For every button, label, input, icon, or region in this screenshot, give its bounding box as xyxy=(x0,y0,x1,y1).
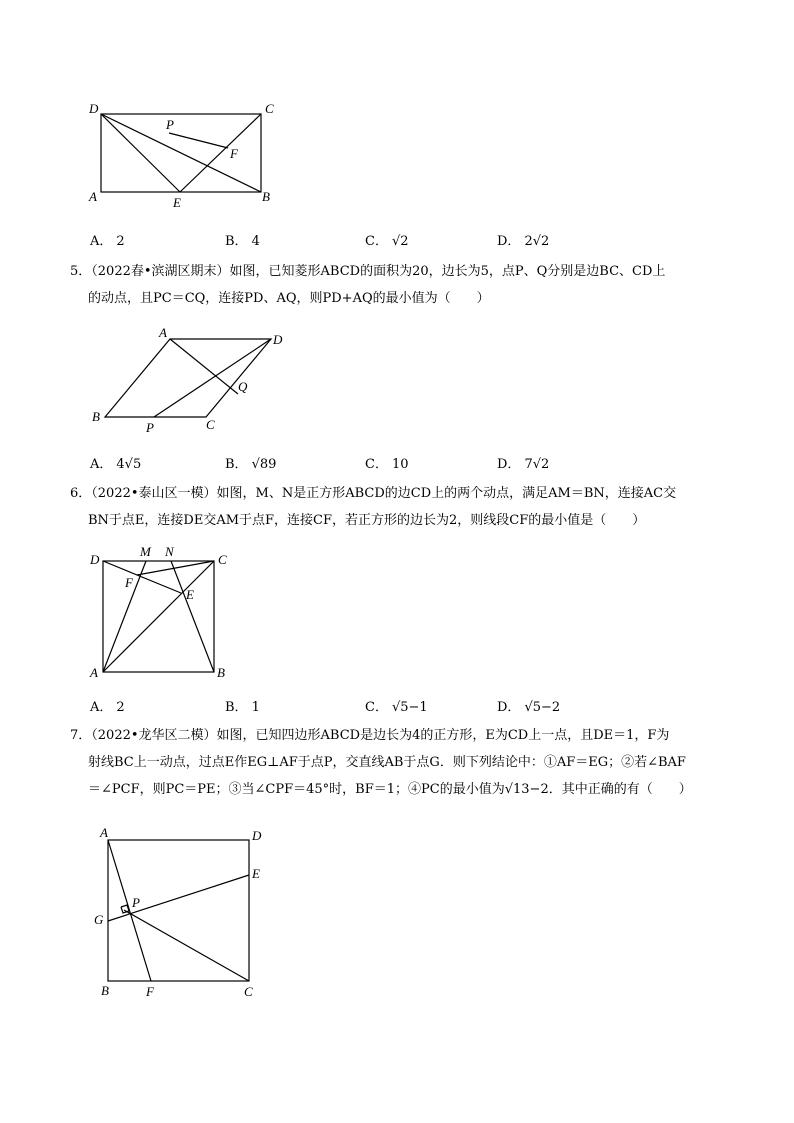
q7-line-3: ＝∠PCF，则PC＝PE；③当∠CPF＝45°时，BF＝1；④PC的最小值为√13−2．其中正确的有（ ） xyxy=(88,782,692,797)
q7-figure xyxy=(0,820,794,1010)
q5-label-d: D xyxy=(273,332,283,347)
q6-number: 6． xyxy=(70,486,92,501)
q6-option-b[interactable]: B． 1 xyxy=(225,700,260,715)
q6-label-a: A xyxy=(90,665,98,680)
q7-text xyxy=(70,722,730,803)
q7-label-e: E xyxy=(252,866,260,881)
q4-label-a: A xyxy=(89,189,97,204)
q6-option-d[interactable]: D． √5−2 xyxy=(497,700,561,715)
q5-segment-pd xyxy=(154,339,271,417)
q7-label-a: A xyxy=(100,825,108,840)
q6-label-b: B xyxy=(217,665,225,680)
q6-label-e: E xyxy=(186,587,194,602)
q7-label-d: D xyxy=(252,828,262,843)
q6-segment-ac xyxy=(103,561,214,672)
q6-option-c[interactable]: C． √5−1 xyxy=(365,700,428,715)
q4-label-c: C xyxy=(265,101,274,116)
q5-label-a: A xyxy=(159,325,167,340)
q7-line-2: 射线BC上一动点，过点E作EG⊥AF于点P，交直线AB于点G．则下列结论中：①AF＝EG；②若∠BAF xyxy=(88,755,686,770)
q6-option-a[interactable]: A． 2 xyxy=(90,700,125,715)
q7-label-p: P xyxy=(132,895,140,910)
q4-label-p: P xyxy=(166,117,174,132)
q6-text xyxy=(70,480,730,534)
q5-option-b[interactable]: B． √89 xyxy=(225,457,277,472)
q4-label-e: E xyxy=(173,195,181,210)
q7-line-1: （2022•龙华区二模）如图，已知四边形ABCD是边长为4的正方形，E为CD上一点，且DE＝1，F为 xyxy=(91,728,670,743)
q5-number: 5． xyxy=(70,264,92,279)
q6-line-1: （2022•泰山区一模）如图，M、N是正方形ABCD的边CD上的两个动点，满足AM＝BN，连接AC交 xyxy=(91,486,677,501)
q4-option-d[interactable]: D． 2√2 xyxy=(497,234,550,249)
q7-label-g: G xyxy=(94,912,104,927)
q5-option-a[interactable]: A． 4√5 xyxy=(90,457,142,472)
q4-option-a[interactable]: A． 2 xyxy=(90,234,125,249)
q6-label-n: N xyxy=(165,544,174,559)
q6-segment-bn xyxy=(171,561,214,672)
q5-label-p: P xyxy=(146,420,154,435)
q4-segment-ec xyxy=(180,114,261,192)
q4-option-b[interactable]: B． 4 xyxy=(225,234,260,249)
q5-label-q: Q xyxy=(238,379,248,394)
q4-label-b: B xyxy=(262,189,270,204)
q4-segment-pf xyxy=(169,133,228,148)
q6-label-c: C xyxy=(218,552,227,567)
q6-label-d: D xyxy=(90,552,100,567)
q6-label-f: F xyxy=(125,575,133,590)
q4-label-d: D xyxy=(89,101,99,116)
q6-line-2: BN于点E，连接DE交AM于点F，连接CF，若正方形的边长为2，则线段CF的最小值是（ ） xyxy=(88,513,646,528)
q5-option-d[interactable]: D． 7√2 xyxy=(497,457,550,472)
q6-segment-de xyxy=(103,561,181,593)
q4-label-f: F xyxy=(230,146,238,161)
q7-label-f: F xyxy=(146,984,154,999)
q5-figure xyxy=(0,320,794,440)
q7-label-b: B xyxy=(101,983,109,998)
q7-number: 7． xyxy=(70,728,92,743)
q6-label-m: M xyxy=(140,544,151,559)
q7-segment-af xyxy=(108,840,151,981)
q4-option-c[interactable]: C． √2 xyxy=(365,234,409,249)
q5-segment-aq xyxy=(170,339,238,394)
q5-rhombus-abcd xyxy=(105,339,271,417)
q5-text xyxy=(70,258,730,312)
q5-label-c: C xyxy=(206,417,215,432)
q6-figure xyxy=(0,540,794,690)
q5-line-1: （2022春•滨湖区期末）如图，已知菱形ABCD的面积为20，边长为5，点P、Q分别是边BC、CD上 xyxy=(91,264,666,279)
q5-line-2: 的动点，且PC＝CQ，连接PD、AQ，则PD+AQ的最小值为（ ） xyxy=(88,291,490,306)
q7-segment-pc xyxy=(124,910,249,981)
q7-label-c: C xyxy=(244,984,253,999)
q5-option-c[interactable]: C． 10 xyxy=(365,457,409,472)
q4-figure xyxy=(0,0,794,220)
q5-label-b: B xyxy=(92,409,100,424)
q7-right-angle-mark xyxy=(121,905,129,913)
q7-segment-ge xyxy=(108,875,249,921)
